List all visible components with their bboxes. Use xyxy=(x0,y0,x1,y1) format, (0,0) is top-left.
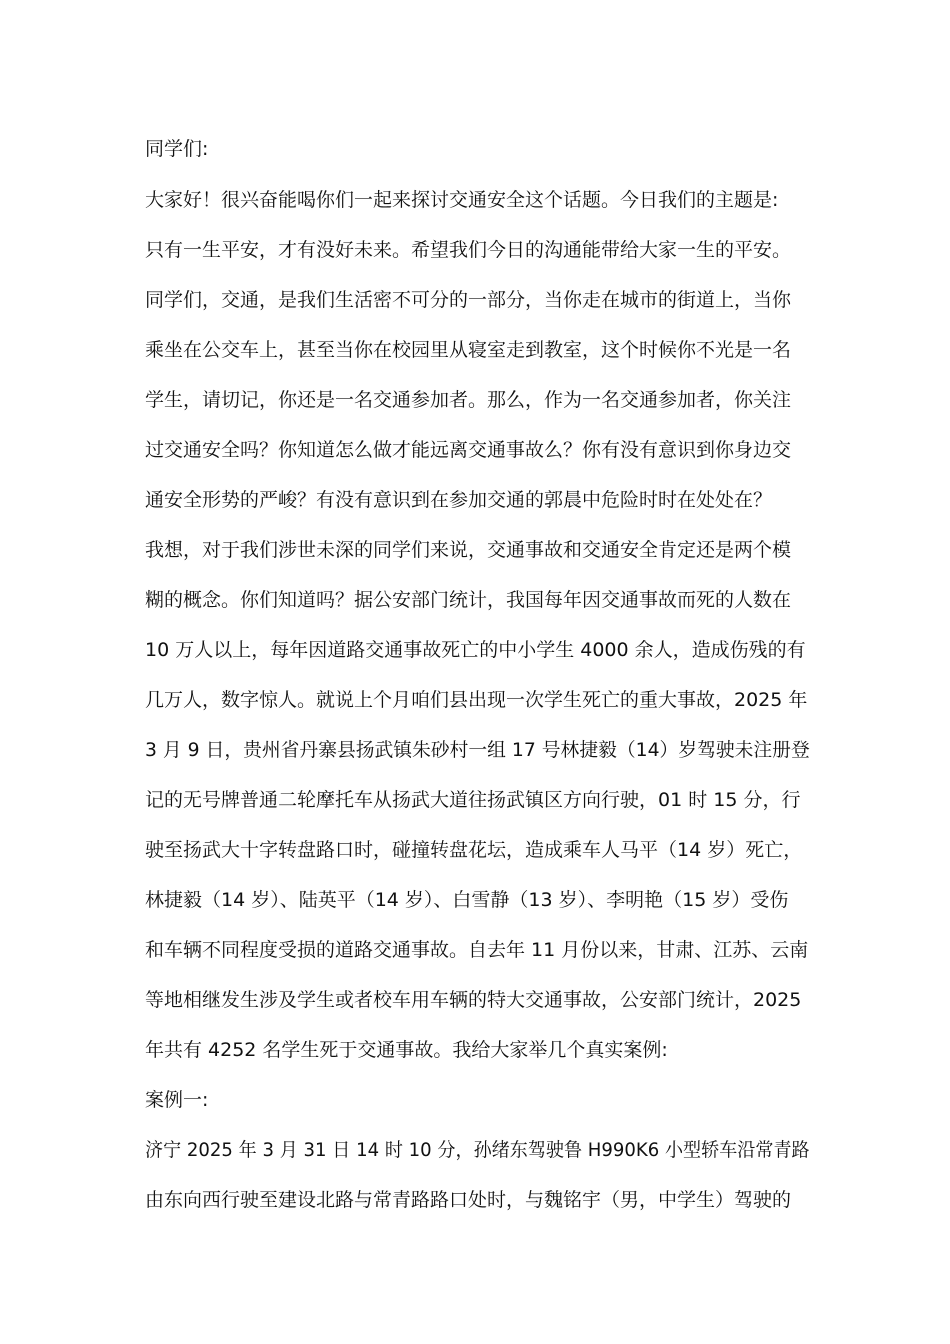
text-line: 糊的概念。你们知道吗？据公安部门统计，我国每年因交通事故而死的人数在 xyxy=(145,589,792,611)
text-line: 年共有 4252 名学生死于交通事故。我给大家举几个真实案例: xyxy=(145,1039,668,1061)
text-line: 由东向西行驶至建设北路与常青路路口处时，与魏铭宇（男，中学生）驾驶的 xyxy=(145,1189,792,1211)
text-line: 林捷毅（14 岁）、陆英平（14 岁）、白雪静（13 岁）、李明艳（15 岁）受伤 xyxy=(145,889,789,911)
text-line: 等地相继发生涉及学生或者校车用车辆的特大交通事故，公安部门统计，2025 xyxy=(145,989,802,1011)
text-line: 和车辆不同程度受损的道路交通事故。自去年 11 月份以来，甘肃、江苏、云南 xyxy=(145,939,809,961)
text-line: 记的无号牌普通二轮摩托车从扬武大道往扬武镇区方向行驶，01 时 15 分，行 xyxy=(145,789,801,811)
text-line: 通安全形势的严峻？有没有意识到在参加交通的郭晨中危险时时在处处在？ xyxy=(145,489,773,511)
text-line: 大家好！很兴奋能喝你们一起来探讨交通安全这个话题。今日我们的主题是: xyxy=(145,189,779,211)
text-line: 只有一生平安，才有没好未来。希望我们今日的沟通能带给大家一生的平安。 xyxy=(145,239,792,261)
text-line: 过交通安全吗？你知道怎么做才能远离交通事故么？你有没有意识到你身边交 xyxy=(145,439,792,461)
text-line: 案例一: xyxy=(145,1089,209,1111)
text-line: 同学们，交通，是我们生活密不可分的一部分，当你走在城市的街道上，当你 xyxy=(145,289,792,311)
text-line: 3 月 9 日，贵州省丹寨县扬武镇朱砂村一组 17 号林捷毅（14）岁驾驶未注册登 xyxy=(145,739,810,761)
text-line: 济宁 2025 年 3 月 31 日 14 时 10 分，孙绪东驾驶鲁 H990K6 小型轿车沿常青路 xyxy=(145,1139,810,1161)
text-line: 乘坐在公交车上，甚至当你在校园里从寝室走到教室，这个时候你不光是一名 xyxy=(145,339,792,361)
text-line: 几万人，数字惊人。就说上个月咱们县出现一次学生死亡的重大事故，2025 年 xyxy=(145,689,808,711)
text-line: 学生，请切记，你还是一名交通参加者。那么，作为一名交通参加者，你关注 xyxy=(145,389,792,411)
text-line: 我想，对于我们涉世未深的同学们来说，交通事故和交通安全肯定还是两个模 xyxy=(145,539,792,561)
text-line: 驶至扬武大十字转盘路口时，碰撞转盘花坛，造成乘车人马平（14 岁）死亡， xyxy=(145,839,803,861)
text-line: 10 万人以上，每年因道路交通事故死亡的中小学生 4000 余人，造成伤残的有 xyxy=(145,639,806,661)
text-line: 同学们: xyxy=(145,138,209,160)
